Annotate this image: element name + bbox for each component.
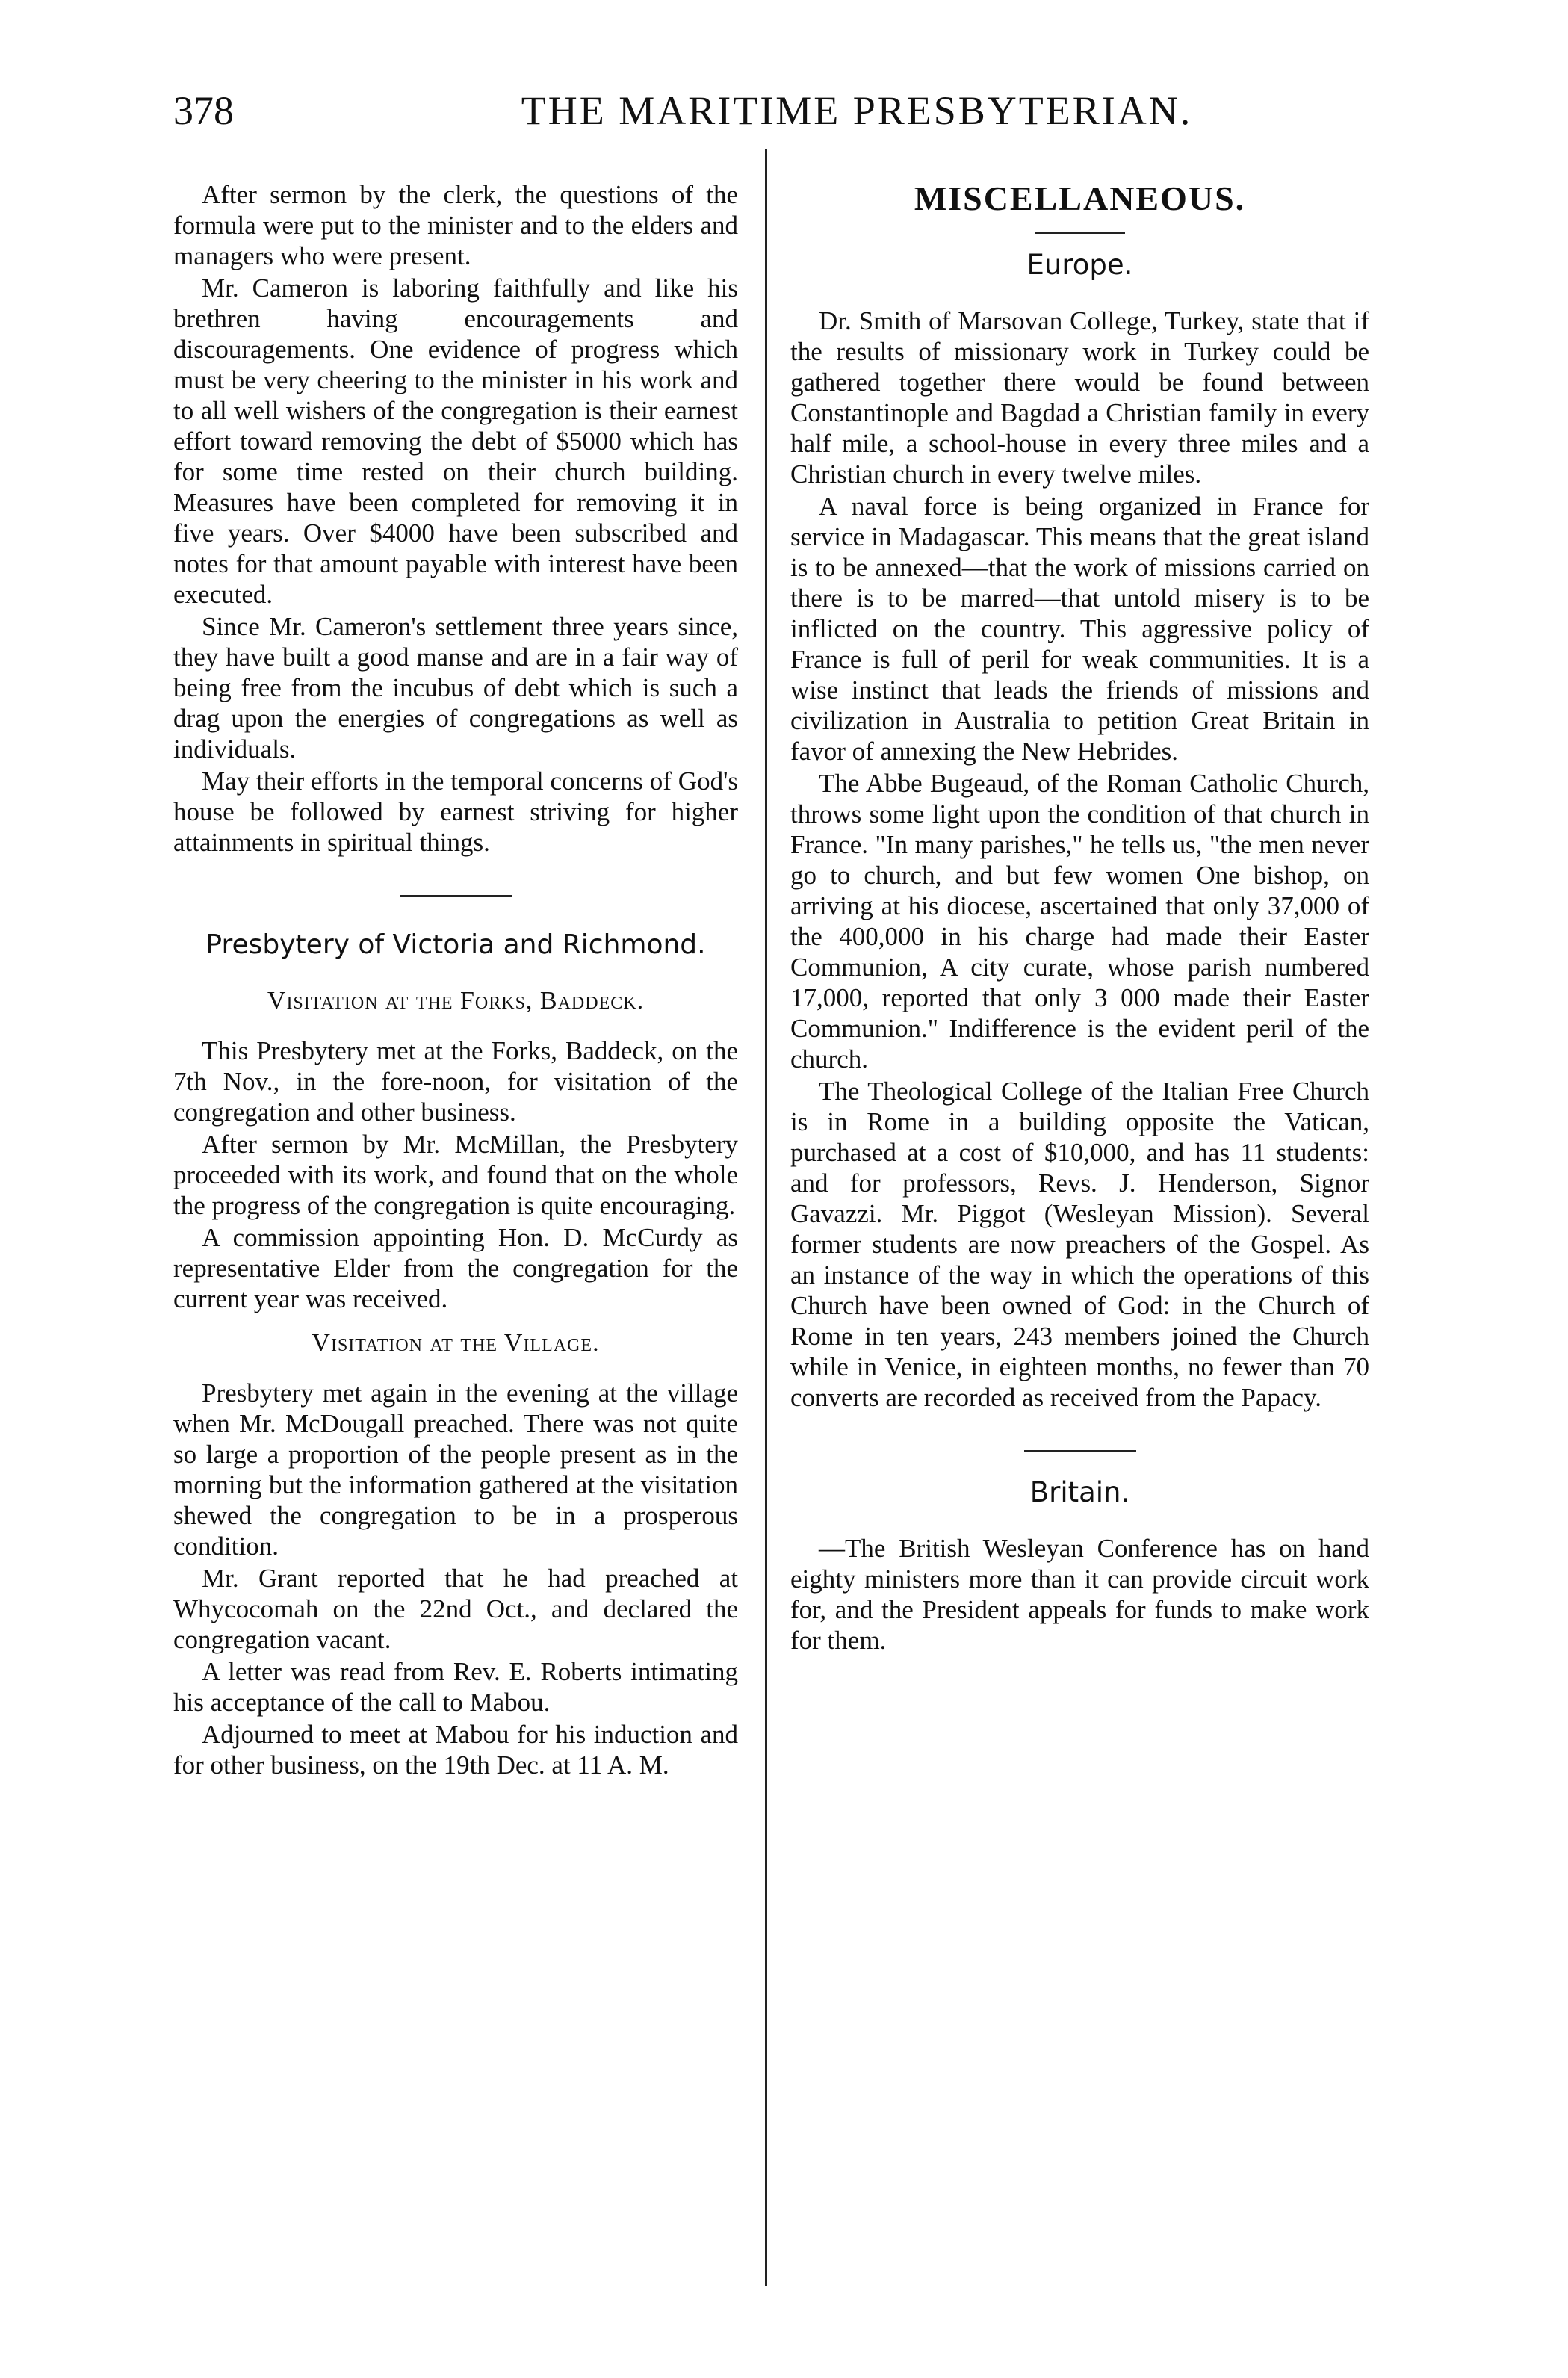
page-header — [173, 81, 1540, 140]
section-title: MISCELLANEOUS. — [914, 179, 1246, 217]
paragraph: A letter was read from Rev. E. Roberts intimating his acceptance of the call to Mabou. — [173, 1657, 738, 1717]
right-column — [790, 179, 1369, 1657]
paragraph: —The British Wesleyan Conference has on hand eighty ministers more than it can provide circuit work for, and the President appeals for funds to make work for them. — [790, 1534, 1369, 1655]
section-heading: Presbytery of Victoria and Richmond. — [205, 929, 706, 960]
running-title: THE MARITIME PRESBYTERIAN. — [521, 88, 1193, 133]
paragraph: Mr. Grant reported that he had preached at Whycocomah on the 22nd Oct., and declared the congregation vacant. — [173, 1564, 738, 1654]
subsection-heading: Britain. — [1029, 1476, 1130, 1508]
paragraph: The Theological College of the Italian Free Church is in Rome in a building opposite the Vatican, purchased at a cost of $10,000, and has 11 students: and for professors, Revs. J. Henderson, Signor Gavazzi. Mr. Piggot (Wesleyan Mission). Several former students are now preachers of the Gospel. As an instance of the way in which the operations of this Church have been owned of God: in the Church of Rome in ten years, 243 members joined the Church while in Venice, in eighteen months, no fewer than 70 converts are recorded as received from the Papacy. — [790, 1077, 1369, 1412]
subsection-heading: Europe. — [1026, 249, 1133, 281]
paragraph: A naval force is being organized in France for service in Madagascar. This means that the great island is to be annexed—that the work of missions carried on there is to be marred—that untold misery is to be inflicted on the country. This aggressive policy of France is full of peril for weak communities. It is a wise instinct that leads the friends of missions and civilization in Australia to petition Great Britain in favor of annexing the New Hebrides. — [790, 492, 1369, 766]
page-number: 378 — [173, 88, 234, 133]
paragraph: After sermon by Mr. McMillan, the Presbytery proceeded with its work, and found that on the whole the progress of the congregation is quite encouraging. — [173, 1130, 738, 1220]
subsection-heading: Visitation at the Village. — [312, 1329, 600, 1357]
paragraph: Mr. Cameron is laboring faithfully and like his brethren having encouragements and discouragements. One evidence of progress which must be very cheering to the minister in his work and to all well wishers of the congregation is their earnest effort toward removing the debt of $5000 which has for some time rested on their church building. Measures have been completed for removing it in five years. Over $4000 have been subscribed and notes for that amount payable with interest have been executed. — [173, 273, 738, 609]
paragraph: The Abbe Bugeaud, of the Roman Catholic Church, throws some light upon the condition of that church in France. "In many parishes," he tells us, "the men never go to church, and but few women One bishop, on arriving at his diocese, ascertained that only 37,000 of the 400,000 in his charge had made their Easter Communion, A city curate, whose parish numbered 17,000, reported that only 3 000 made their Easter Communion." Indifference is the evident peril of the church. — [790, 769, 1369, 1074]
left-column — [173, 179, 738, 1782]
paragraph: This Presbytery met at the Forks, Baddeck, on the 7th Nov., in the fore-noon, for visitation of the congregation and other business. — [173, 1036, 738, 1127]
paragraph: Since Mr. Cameron's settlement three years since, they have built a good manse and are in a fair way of being free from the incubus of debt which is such a drag upon the energies of congregations as well as individuals. — [173, 612, 738, 764]
paragraph: A commission appointing Hon. D. McCurdy as representative Elder from the congregation for the current year was received. — [173, 1223, 738, 1313]
paragraph: May their efforts in the temporal concerns of God's house be followed by earnest striving for higher attainments in spiritual things. — [173, 767, 738, 857]
section-rule — [400, 895, 512, 897]
title-rule — [1035, 232, 1125, 234]
paragraph: Adjourned to meet at Mabou for his induction and for other business, on the 19th Dec. at 11 A. M. — [173, 1720, 738, 1780]
section-rule — [1024, 1450, 1136, 1452]
paragraph: Dr. Smith of Marsovan College, Turkey, state that if the results of missionary work in Turkey could be gathered together there would be found between Constantinople and Bagdad a Christian family in every half mile, a school-house in every three miles and a Christian church in every twelve miles. — [790, 306, 1369, 489]
paragraph: After sermon by the clerk, the questions of the formula were put to the minister and to the elders and managers who were present. — [173, 180, 738, 270]
subsection-heading: Visitation at the Forks, Baddeck. — [267, 987, 645, 1015]
paragraph: Presbytery met again in the evening at the village when Mr. McDougall preached. There was not quite so large a proportion of the people present as in the morning but the information gathered at the visitation shewed the congregation to be in a prosperous condition. — [173, 1378, 738, 1561]
column-divider — [765, 149, 767, 2286]
